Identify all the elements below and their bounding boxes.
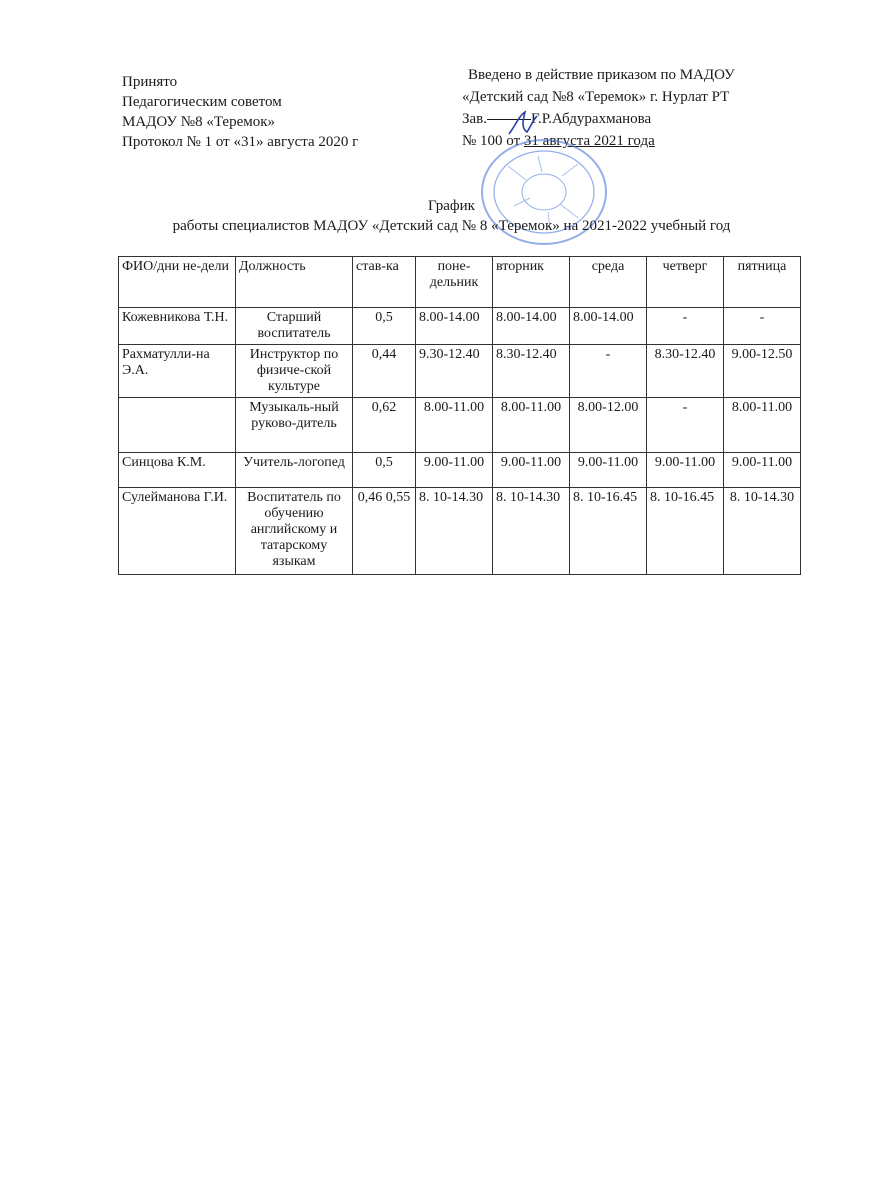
header-cell: пятница xyxy=(724,257,801,308)
table-cell: 9.00-11.00 xyxy=(493,453,570,488)
table-cell: 9.00-12.50 xyxy=(724,345,801,398)
table-cell: Синцова К.М. xyxy=(119,453,236,488)
order-line-2: «Детский сад №8 «Теремок» г. Нурлат РТ xyxy=(462,89,730,105)
table-cell: 0,44 xyxy=(353,345,416,398)
table-cell: 0,62 xyxy=(353,398,416,453)
order-date: 31 августа 2021 года xyxy=(523,133,655,149)
table-cell: Рахматулли-на Э.А. xyxy=(119,345,236,398)
table-cell: 9.00-11.00 xyxy=(570,453,647,488)
approval-line-3: МАДОУ №8 «Теремок» xyxy=(122,114,276,130)
document-title xyxy=(0,196,873,236)
table-row xyxy=(119,308,801,345)
header-cell: среда xyxy=(570,257,647,308)
schedule-table xyxy=(118,256,801,575)
order-number: № 100 от xyxy=(462,133,524,149)
table-cell: 8. 10-14.30 xyxy=(493,488,570,575)
table-cell: 9.00-11.00 xyxy=(724,453,801,488)
table-cell: Инструктор по физиче-ской культуре xyxy=(236,345,353,398)
approval-line-1: Принято xyxy=(122,74,178,90)
table-cell: Воспитатель по обучению английскому и татарскому языкам xyxy=(236,488,353,575)
header-cell: Должность xyxy=(236,257,353,308)
table-cell: 8.00-11.00 xyxy=(416,398,493,453)
table-cell: 8.30-12.40 xyxy=(493,345,570,398)
header-cell: четверг xyxy=(647,257,724,308)
table-cell: Кожевникова Т.Н. xyxy=(119,308,236,345)
head-prefix: Зав. xyxy=(462,111,488,127)
header-cell: ФИО/дни не-дели xyxy=(119,257,236,308)
header-cell: став-ка xyxy=(353,257,416,308)
table-cell: 8.30-12.40 xyxy=(647,345,724,398)
table-cell: 8. 10-16.45 xyxy=(570,488,647,575)
table-cell: 9.00-11.00 xyxy=(416,453,493,488)
table-cell: 0,5 xyxy=(353,308,416,345)
order-line-3 xyxy=(462,108,735,130)
table-cell: - xyxy=(570,345,647,398)
table-cell: 8.00-11.00 xyxy=(493,398,570,453)
table-cell: 8.00-14.00 xyxy=(493,308,570,345)
signature-mark xyxy=(505,108,541,138)
table-row xyxy=(119,345,801,398)
header-cell: вторник xyxy=(493,257,570,308)
table-cell: Сулейманова Г.И. xyxy=(119,488,236,575)
approval-line-2: Педагогическим советом xyxy=(122,94,282,110)
title-line-2: работы специалистов МАДОУ «Детский сад № 8 «Теремок» на 2021-2022 учебный год xyxy=(172,218,731,234)
header-cell: поне-дельник xyxy=(416,257,493,308)
table-cell: - xyxy=(647,398,724,453)
table-header-row xyxy=(119,257,801,308)
table-cell xyxy=(119,398,236,453)
table-cell: 9.30-12.40 xyxy=(416,345,493,398)
table-cell: 8.00-11.00 xyxy=(724,398,801,453)
table-cell: Музыкаль-ный руково-дитель xyxy=(236,398,353,453)
table-cell: Учитель-логопед xyxy=(236,453,353,488)
table-cell: Старший воспитатель xyxy=(236,308,353,345)
table-cell: - xyxy=(724,308,801,345)
order-line-1: Введено в действие приказом по МАДОУ xyxy=(468,67,735,83)
table-cell: 8.00-14.00 xyxy=(570,308,647,345)
table-cell: 8. 10-14.30 xyxy=(416,488,493,575)
table-cell: 0,5 xyxy=(353,453,416,488)
table-row xyxy=(119,488,801,575)
table-row xyxy=(119,398,801,453)
table-row xyxy=(119,453,801,488)
approval-line-4: Протокол № 1 от «31» августа 2020 г xyxy=(122,134,359,150)
approval-block xyxy=(122,72,358,152)
table-cell: - xyxy=(647,308,724,345)
head-name: Г.Р.Абдурахманова xyxy=(531,111,652,127)
table-cell: 8. 10-16.45 xyxy=(647,488,724,575)
title-line-1: График xyxy=(428,198,475,214)
table-cell: 8. 10-14.30 xyxy=(724,488,801,575)
table-cell: 9.00-11.00 xyxy=(647,453,724,488)
table-cell: 8.00-12.00 xyxy=(570,398,647,453)
table-cell: 0,46 0,55 xyxy=(353,488,416,575)
table-cell: 8.00-14.00 xyxy=(416,308,493,345)
